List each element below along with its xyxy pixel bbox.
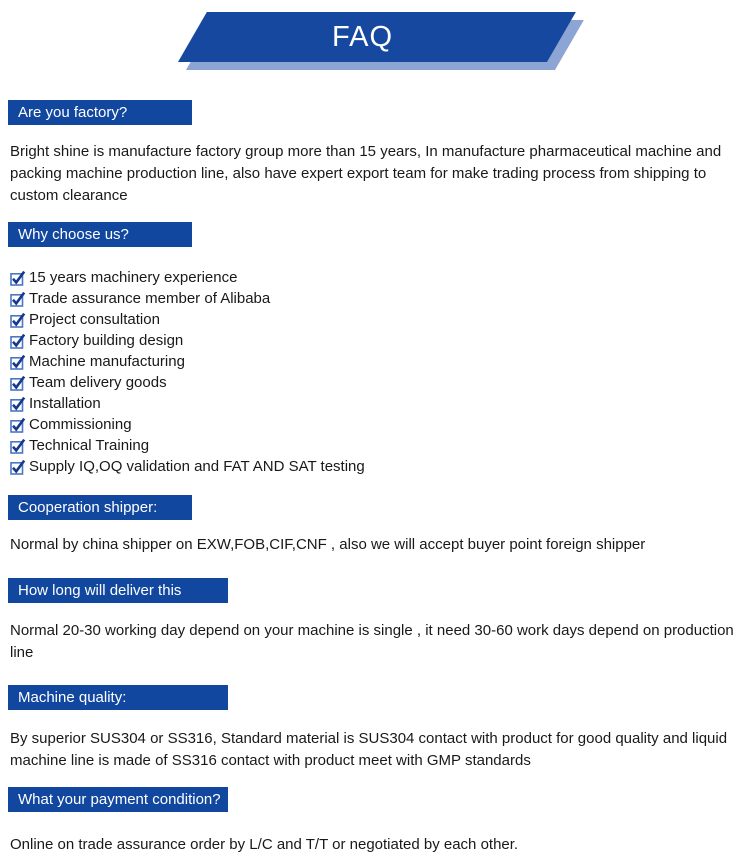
list-item-label: Project consultation — [29, 311, 160, 328]
checkbox-checked-icon — [10, 312, 26, 328]
section-cooperation-shipper — [0, 495, 750, 556]
list-item-label: Factory building design — [29, 332, 184, 349]
checkbox-checked-icon — [10, 270, 26, 286]
section-heading: What your payment condition? — [8, 787, 228, 812]
list-item-label: Machine manufacturing — [29, 353, 185, 370]
checkbox-checked-icon — [10, 438, 26, 454]
list-item — [10, 351, 750, 372]
list-item — [10, 267, 750, 288]
checkbox-checked-icon — [10, 459, 26, 475]
list-item — [10, 414, 750, 435]
section-paragraph: Bright shine is manufacture factory group more than 15 years, In manufacture pharmaceutical machine and packing machine production line, also have expert export team for make trading process from shipping to custom clearance — [10, 143, 722, 204]
benefits-checklist — [10, 267, 750, 477]
list-item-label: Team delivery goods — [29, 374, 167, 391]
section-why-choose-us — [0, 222, 750, 477]
section-paragraph: Normal by china shipper on EXW,FOB,CIF,CNF , also we will accept buyer point foreign shipper — [10, 536, 646, 553]
section-heading: Why choose us? — [8, 222, 192, 247]
section-payment-condition — [0, 787, 750, 856]
section-heading: Cooperation shipper: — [8, 495, 192, 520]
list-item-label: Installation — [29, 395, 101, 412]
section-machine-quality — [0, 685, 750, 772]
section-heading: Are you factory? — [8, 100, 192, 125]
section-heading: How long will deliver this goods? — [8, 578, 228, 603]
checkbox-checked-icon — [10, 354, 26, 370]
checkbox-checked-icon — [10, 291, 26, 307]
checkbox-checked-icon — [10, 417, 26, 433]
section-delivery-time — [0, 578, 750, 664]
list-item — [10, 330, 750, 351]
faq-banner — [0, 12, 750, 70]
list-item-label: Technical Training — [29, 437, 150, 454]
list-item-label: Commissioning — [29, 416, 132, 433]
list-item-label: Trade assurance member of Alibaba — [29, 290, 271, 307]
list-item — [10, 372, 750, 393]
list-item — [10, 456, 750, 477]
list-item-label: 15 years machinery experience — [29, 269, 238, 286]
list-item — [10, 435, 750, 456]
list-item — [10, 393, 750, 414]
section-paragraph: By superior SUS304 or SS316, Standard material is SUS304 contact with product for good quality and liquid machine line is made of SS316 contact with product meet with GMP standards — [10, 730, 728, 769]
checkbox-checked-icon — [10, 375, 26, 391]
section-paragraph: Normal 20-30 working day depend on your machine is single , it need 30-60 work days depend on production line — [10, 622, 734, 661]
section-heading: Machine quality: — [8, 685, 228, 710]
checkbox-checked-icon — [10, 396, 26, 412]
page-title: FAQ — [331, 21, 393, 53]
list-item — [10, 288, 750, 309]
list-item — [10, 309, 750, 330]
section-paragraph: Online on trade assurance order by L/C and T/T or negotiated by each other. — [10, 836, 519, 853]
list-item-label: Supply IQ,OQ validation and FAT AND SAT testing — [29, 458, 365, 475]
checkbox-checked-icon — [10, 333, 26, 349]
section-are-you-factory — [0, 100, 750, 207]
